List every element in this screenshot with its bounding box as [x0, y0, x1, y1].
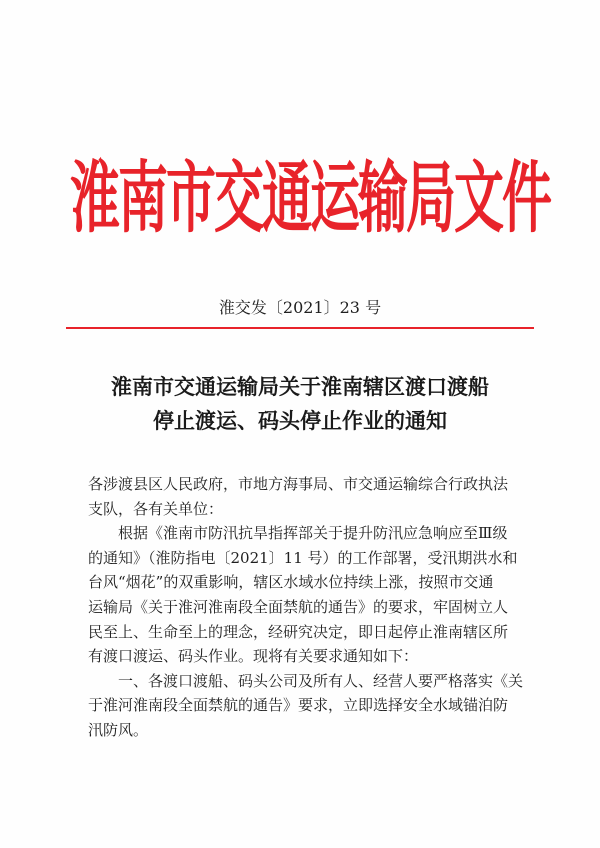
paragraph-1-line-3: 台风“烟花”的双重影响，辖区水域水位持续上涨，按照市交通 [88, 573, 494, 592]
notice-body [88, 472, 540, 743]
issuer-red-header: 淮南市交通运输局文件 [70, 153, 550, 243]
paragraph-2-line-2: 于淮河淮南段全面禁航的通告》要求，立即选择安全水域锚泊防 [88, 696, 509, 715]
subject-line-2: 停止渡运、码头停止作业的通知 [153, 408, 447, 433]
subject-line-1: 淮南市交通运输局关于淮南辖区渡口渡船 [111, 374, 489, 399]
document-number: 淮交发〔2021〕23 号 [218, 298, 382, 317]
paragraph-1-line-6: 有渡口渡运、码头作业。现将有关要求通知如下： [88, 647, 419, 666]
paragraph-2-line-3: 汛防风。 [88, 720, 149, 739]
salutation [88, 472, 540, 521]
paragraph-2 [88, 669, 540, 743]
paragraph-2-line-1: 一、各渡口渡船、码头公司及所有人、经营人要严格落实《关 [118, 671, 524, 690]
paragraph-1-line-4: 运输局《关于淮河淮南段全面禁航的通告》的要求，牢固树立人 [88, 597, 509, 616]
salutation-line-2: 支队，各有关单位： [88, 499, 224, 518]
paragraph-1-line-2: 的通知》（淮防指电〔2021〕11 号）的工作部署，受汛期洪水和 [88, 548, 518, 567]
salutation-line-1: 各涉渡县区人民政府，市地方海事局、市交通运输综合行政执法 [88, 475, 509, 493]
red-separator-line [66, 327, 534, 329]
paragraph-1-line-5: 民至上、生命至上的理念，经研究决定，即日起停止淮南辖区所 [88, 622, 509, 641]
paragraph-1 [88, 521, 540, 669]
paragraph-1-line-1: 根据《淮南市防汛抗旱指挥部关于提升防汛应急响应至Ⅲ级 [118, 524, 508, 543]
notice-subject [60, 370, 540, 438]
